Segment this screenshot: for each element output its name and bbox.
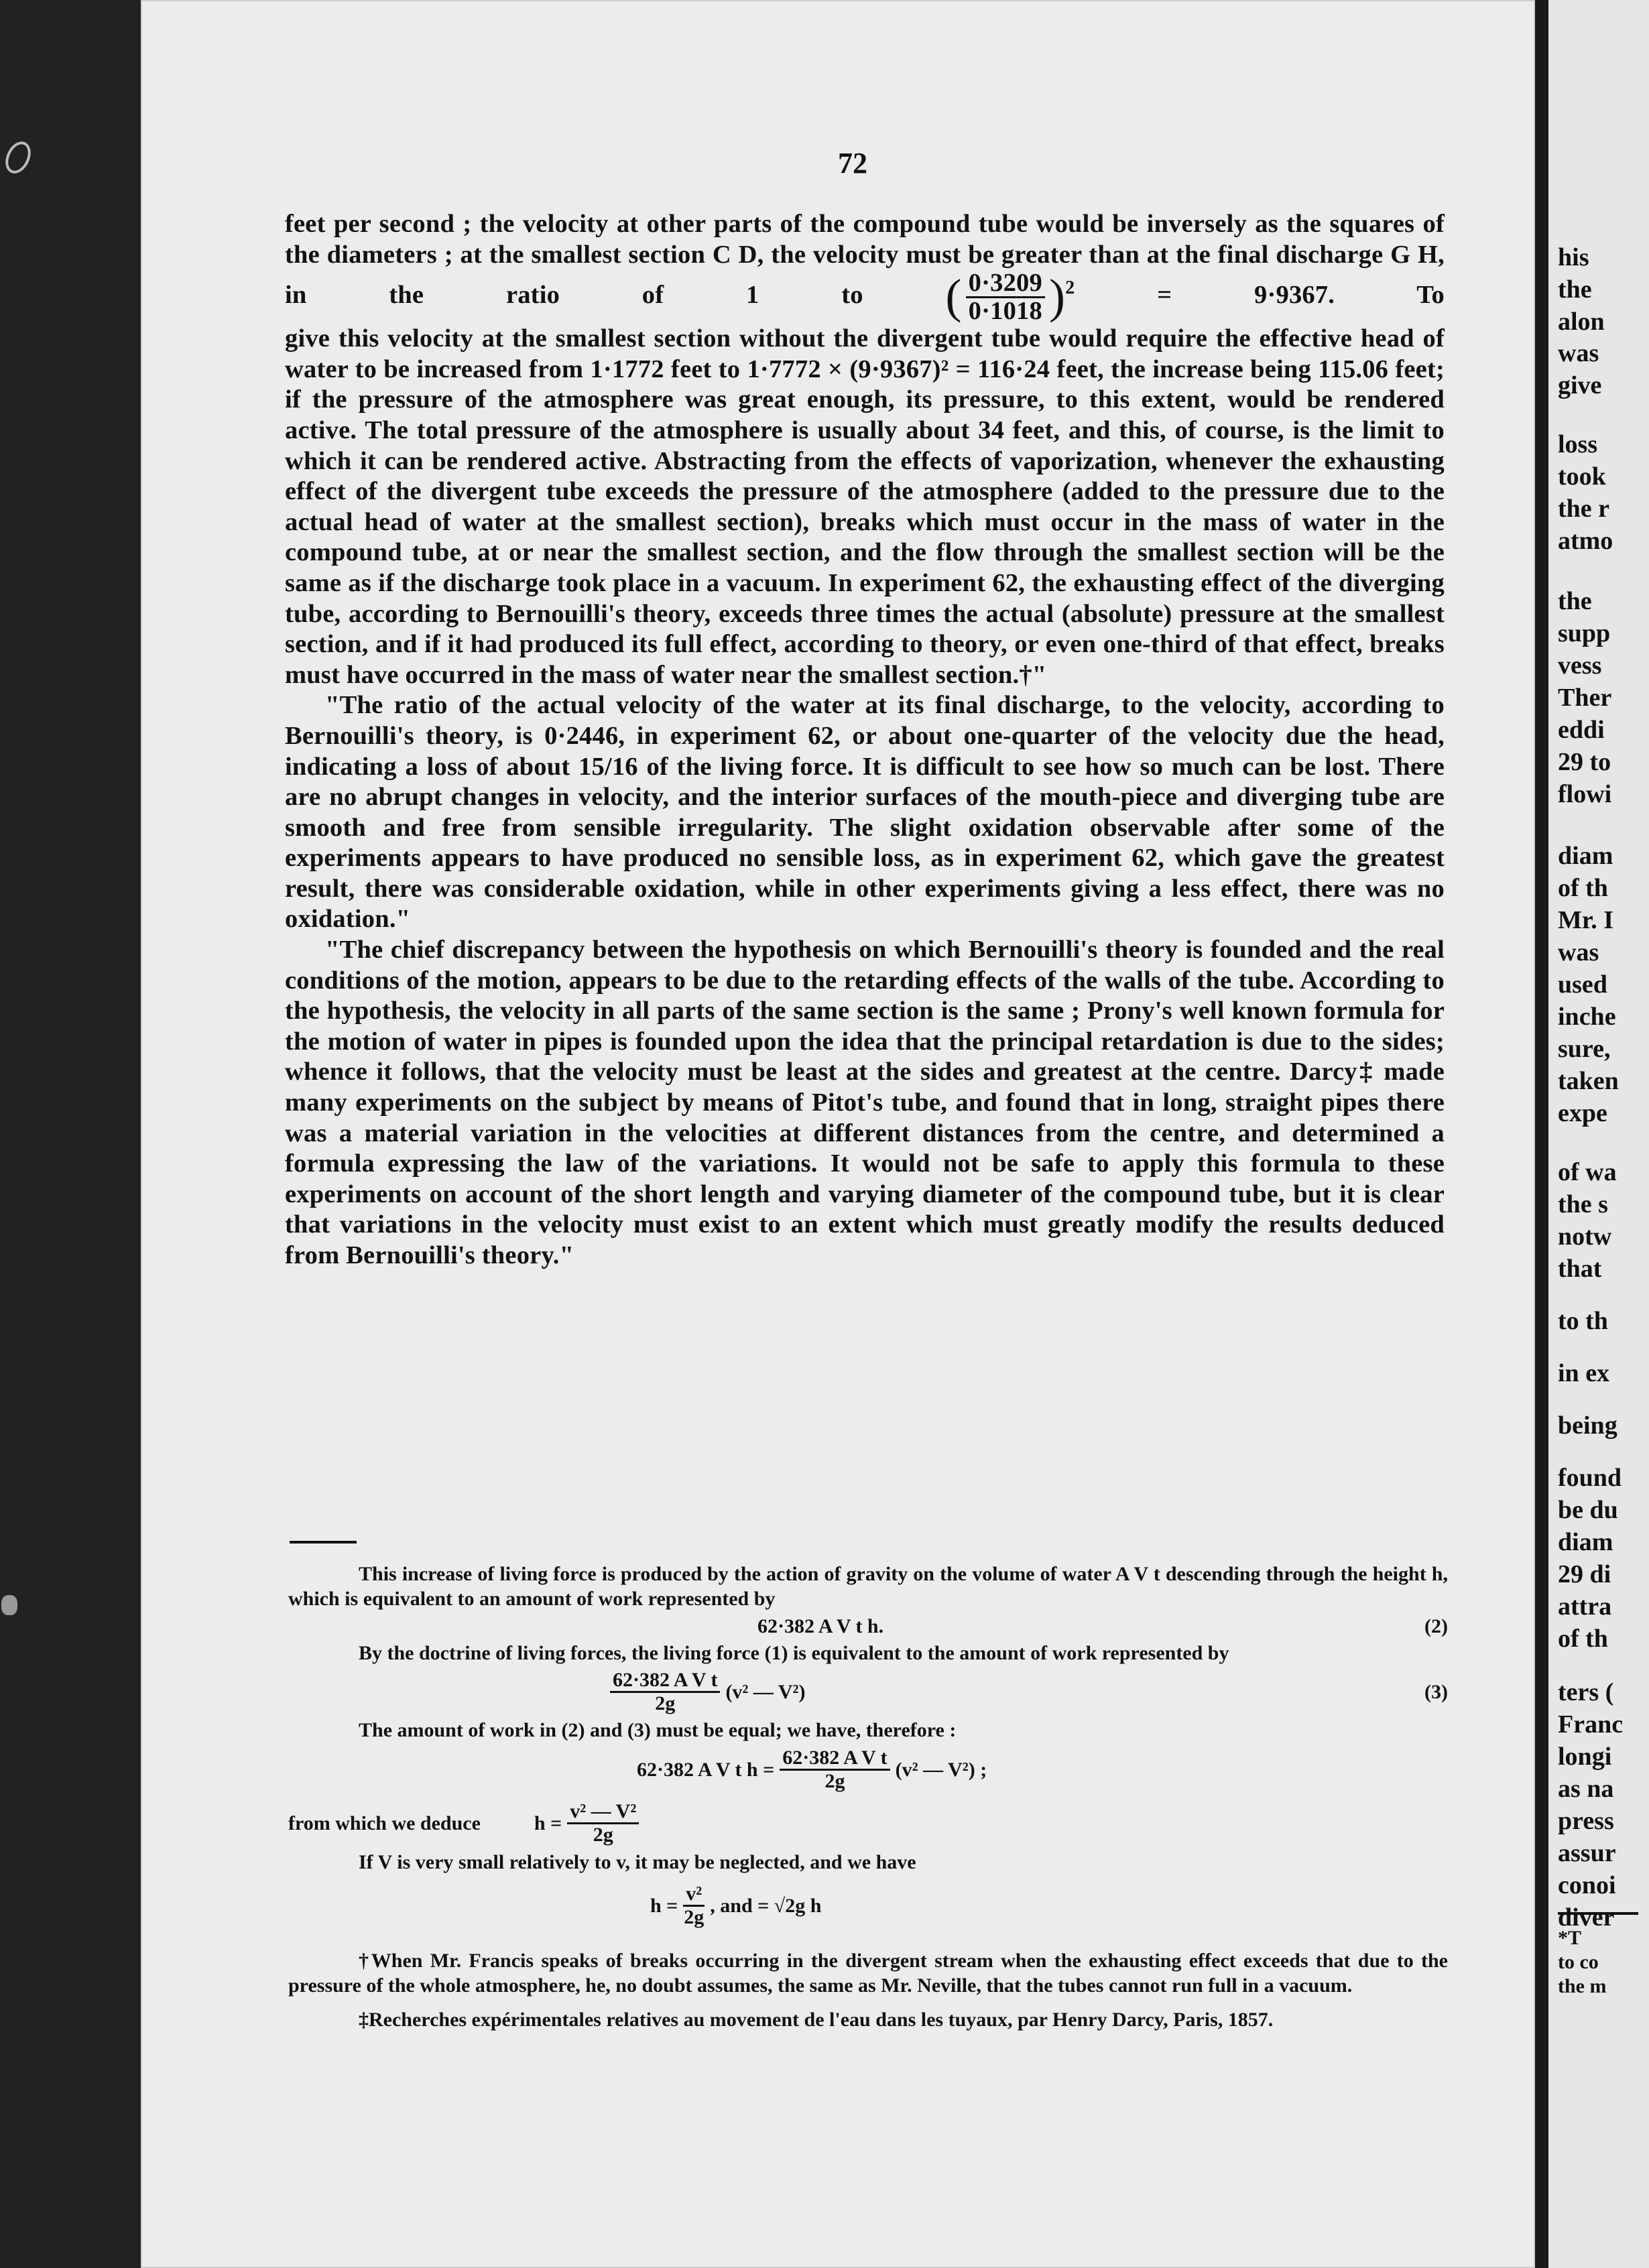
equation-3-tail: (v² — V²) [725, 1680, 806, 1703]
paragraph-2: "The ratio of the actual velocity of the water at its final discharge, to the velocity, according to Bernouilli's theory, is 0·2446, in experiment 62, or about one-quarter of the velocity due the head, indicating a loss of about 15/16 of the living force. It is difficult to see how so much can be lost. There are no abrupt changes in velocity, and the interior surfaces of the mouth-piece and diverging tube are smooth and free from sensible irregularity. The slight oxidation observable after some of the experiments appears to have produced no sensible loss, as in experiment 62, which gave the greatest result, there was considerable oxidation, while in other experiments giving a less effect, there was no oxidation." [285, 691, 1445, 934]
adjacent-page-line: assur [1558, 1839, 1616, 1867]
equation-5-lead: from which we deduce [288, 1812, 481, 1834]
footnote-3: The amount of work in (2) and (3) must be equal; we have, therefore : [359, 1719, 957, 1741]
adjacent-page-line: Ther [1558, 684, 1612, 712]
equation-6-denominator: 2g [684, 1905, 705, 1928]
equation-2-expr: 62·382 A V t h. [757, 1615, 884, 1637]
paragraph-3: "The chief discrepancy between the hypothesis on which Bernouilli's theory is founded and the real conditions of the motion, appears to be due to the retarding effects of the walls of the tube. According to the hypothesis, the velocity in all parts of the same section is the same ; Prony's well known formula for the motion of water in pipes is founded upon the idea that the principal retardation is due to the sides; whence it follows, that the velocity must be least at the sides and greatest at the centre. Darcy‡ made many experiments on the subject by means of Pitot's tube, and found that in long, straight pipes there was a material variation in the velocities at different distances from the centre, and determined a formula expressing the law of the variations. It would not be safe to apply this formula to these experiments on account of the short length and varying diameter of the compound tube, but it is clear that variations in the velocity must exist to an extent which must greatly modify the results deduced from Bernouilli's theory." [285, 936, 1445, 1269]
adjacent-page-line: diam [1558, 1528, 1613, 1556]
ratio-denominator: 0·1018 [968, 296, 1042, 325]
adjacent-page-line: expe [1558, 1099, 1607, 1127]
adjacent-page-line: of th [1558, 1625, 1608, 1653]
equation-6-numerator: v² [683, 1883, 705, 1907]
equation-4-numerator: 62·382 A V t [780, 1747, 890, 1771]
equation-6-tail: , and = √2g h [710, 1894, 822, 1917]
equation-3-number: (3) [1424, 1680, 1448, 1703]
footnote-double-dagger: ‡Recherches expérimentales relatives au movement de l'eau dans les tuyaux, par Henry Darcy, Paris, 1857. [359, 2009, 1274, 2031]
equation-5-left: h = [534, 1812, 562, 1834]
ratio-result: = 9·9367. To [1157, 281, 1445, 310]
adjacent-page-line: give [1558, 371, 1602, 399]
adjacent-page-line: supp [1558, 619, 1611, 647]
body-text [285, 209, 1445, 1271]
adjacent-page-line: found [1558, 1464, 1622, 1492]
equation-6 [288, 1875, 1448, 1936]
equation-5-numerator: v² — V² [567, 1801, 639, 1824]
adjacent-page-line: diam [1558, 842, 1613, 870]
adjacent-page-line: to th [1558, 1307, 1608, 1335]
adjacent-page-line: be du [1558, 1496, 1618, 1524]
footnote-2: By the doctrine of living forces, the living force (1) is equivalent to the amount of work represented by [359, 1642, 1229, 1664]
equation-6-left: h = [650, 1894, 678, 1917]
adjacent-page-line: in ex [1558, 1359, 1610, 1387]
adjacent-page-line: the s [1558, 1190, 1608, 1218]
adjacent-page-line: inche [1558, 1003, 1616, 1031]
adjacent-page-line: as na [1558, 1775, 1614, 1803]
close-paren: ) [1048, 269, 1066, 324]
equation-2 [288, 1611, 1448, 1641]
adjacent-page-line: diver [1558, 1903, 1615, 1932]
left-margin-mark [1, 137, 36, 178]
adjacent-page-line: of wa [1558, 1158, 1617, 1186]
footnote-rule [290, 1541, 357, 1544]
adjacent-page-line: was [1558, 938, 1599, 966]
equation-4-tail: (v² — V²) ; [895, 1758, 987, 1781]
equation-2-number: (2) [1424, 1615, 1448, 1637]
adjacent-page-line: Mr. I [1558, 906, 1614, 934]
adjacent-page-line: that [1558, 1255, 1602, 1283]
adjacent-page-line: attra [1558, 1592, 1612, 1621]
adjacent-page-line: atmo [1558, 527, 1613, 555]
adjacent-page-line: Franc [1558, 1710, 1624, 1739]
adjacent-page-line: the [1558, 275, 1592, 304]
adjacent-page-line: vess [1558, 651, 1602, 680]
equation-6-fraction [683, 1883, 705, 1928]
ratio-numerator: 0·3209 [966, 270, 1045, 298]
adjacent-page-line: conoi [1558, 1871, 1616, 1899]
equation-3-numerator: 62·382 A V t [610, 1670, 720, 1693]
adjacent-page-line: *T [1558, 1927, 1582, 1949]
adjacent-page-line: alon [1558, 308, 1605, 336]
footnotes [288, 1562, 1448, 2032]
equation-3-fraction [610, 1670, 720, 1714]
paragraph-1-continued: give this velocity at the smallest section without the divergent tube would require the effective head of water to be increased from 1·1772 feet to 1·7772 × (9·9367)² = 116·24 feet, the increase being 115.06 feet; if the pressure of the atmosphere was great enough, its pressure, to this extent, would be rendered active. The total pressure of the atmosphere is usually about 34 feet, and this, of course, is the limit to which it can be rendered active. Abstracting from the effects of vaporization, whenever the exhausting effect of the divergent tube exceeds the pressure of the atmosphere (added to the pressure due to the actual head of water at the smallest section), breaks which must occur in the mass of water in the compound tube, at or near the smallest section, and the flow through the smallest section will be the same as if the discharge took place in a vacuum. In experiment 62, the exhausting effect of the diverging tube, according to Bernouilli's theory, exceeds three times the actual (absolute) pressure at the smallest section, and if it had produced its full effect, according to theory, or even one-third of that effect, breaks must have occurred in the mass of water near the smallest section.†" [285, 324, 1445, 689]
equation-4-left: 62·382 A V t h = [637, 1758, 775, 1781]
adjacent-page-line: sure, [1558, 1035, 1611, 1063]
adjacent-page-line: his [1558, 243, 1589, 271]
equation-5 [288, 1796, 1448, 1850]
adjacent-page-line: to co [1558, 1951, 1599, 1973]
adjacent-page-line: ters ( [1558, 1678, 1614, 1706]
adjacent-page-line: the r [1558, 495, 1610, 523]
adjacent-page-fragment [1548, 0, 1649, 2268]
adjacent-page-line: was [1558, 339, 1599, 367]
footnote-dagger: †When Mr. Francis speaks of breaks occurring in the divergent stream when the exhausting effect exceeds that due to the pressure of the whole atmosphere, he, no doubt assumes, the same as Mr. Neville, that the tubes cannot run full in a vacuum. [288, 1950, 1448, 1997]
adjacent-page-line: 29 di [1558, 1560, 1611, 1588]
adjacent-page-line: took [1558, 462, 1606, 491]
equation-3 [288, 1665, 1448, 1718]
adjacent-page-line: notw [1558, 1222, 1612, 1251]
adjacent-page-line: the [1558, 587, 1592, 615]
adjacent-page-line: used [1558, 970, 1607, 999]
adjacent-page-line: flowi [1558, 780, 1612, 808]
footnote-5: If V is very small relatively to v, it may be neglected, and we have [359, 1851, 916, 1873]
equation-4 [288, 1743, 1448, 1796]
equation-3-denominator: 2g [655, 1692, 676, 1714]
ratio-fraction [966, 270, 1045, 324]
adjacent-page-line: the m [1558, 1975, 1607, 1997]
equation-4-denominator: 2g [824, 1769, 845, 1792]
adjacent-page-line: press [1558, 1807, 1614, 1835]
page-number: 72 [838, 147, 867, 180]
paragraph-1 [285, 209, 1445, 324]
equation-5-denominator: 2g [593, 1823, 613, 1846]
adjacent-page-line: taken [1558, 1067, 1619, 1095]
adjacent-page-line: loss [1558, 430, 1598, 458]
left-binding-strip [0, 0, 141, 2268]
adjacent-page-line: longi [1558, 1743, 1612, 1771]
left-margin-mark-2 [1, 1595, 17, 1615]
adjacent-page-line: 29 to [1558, 748, 1611, 776]
paragraph-1-text: feet per second ; the velocity at other parts of the compound tube would be inversely as the squares of the diameters ; at the smallest section C D, the velocity must be greater than at the final discharge G H, in the ratio of 1 to [285, 210, 1445, 310]
adjacent-page-line: eddi [1558, 716, 1605, 744]
equation-4-fraction [780, 1747, 890, 1791]
adjacent-page-line: being [1558, 1411, 1617, 1440]
adjacent-page-line: of th [1558, 874, 1608, 902]
ratio-exponent: 2 [1065, 277, 1075, 299]
equation-5-fraction [567, 1801, 639, 1845]
footnote-1: This increase of living force is produced by the action of gravity on the volume of water A V t descending through the height h, which is equivalent to an amount of work represented by [288, 1563, 1448, 1610]
open-paren: ( [945, 269, 962, 324]
